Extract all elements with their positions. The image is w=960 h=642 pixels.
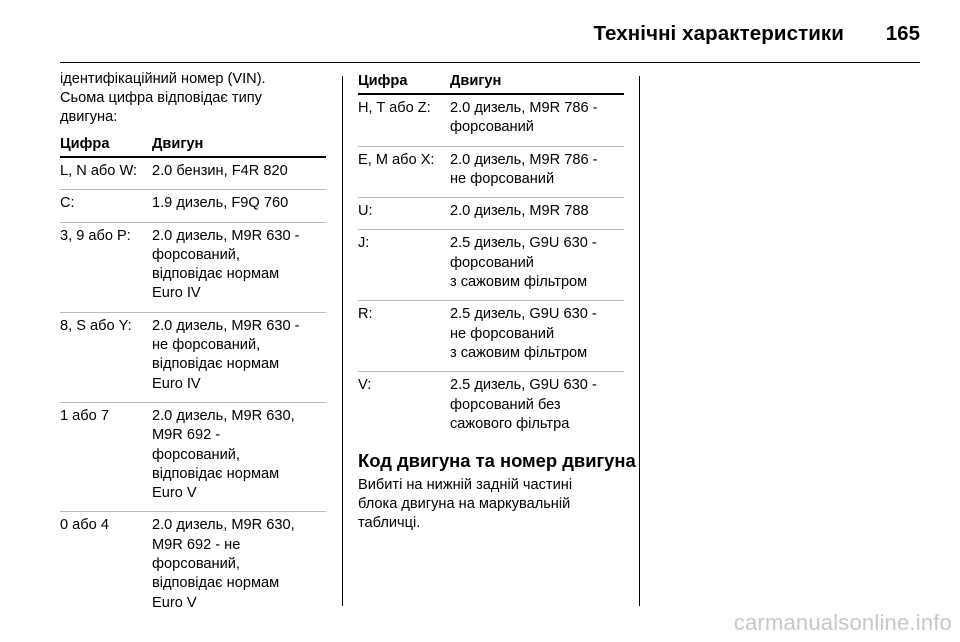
section-body-line: табличці. <box>358 515 421 532</box>
section-body <box>358 476 624 533</box>
row-engine-line: не форсований, <box>152 337 261 354</box>
row-engine-line: відповідає нормам <box>152 356 280 373</box>
table-row <box>358 198 624 230</box>
middle-column <box>358 70 636 533</box>
table-row <box>60 512 326 620</box>
row-engine-line: форсований, <box>152 556 240 573</box>
header-digit: Цифра <box>60 136 110 152</box>
header-engine: Двигун <box>450 73 502 89</box>
row-digit: E, M або X: <box>358 151 435 168</box>
row-engine <box>450 151 624 190</box>
row-digit: 8, S або Y: <box>60 317 132 334</box>
row-engine-line: 2.0 дизель, M9R 788 <box>450 203 589 220</box>
row-engine-line: відповідає нормам <box>152 465 280 482</box>
intro-line: ідентифікаційний номер (VIN). <box>60 71 266 87</box>
row-engine <box>450 305 624 363</box>
table-row <box>358 301 624 372</box>
row-engine-line: Euro V <box>152 485 197 502</box>
row-engine-line: 2.5 дизель, G9U 630 - <box>450 235 597 252</box>
row-digit: J: <box>358 235 370 252</box>
engine-code-table-left <box>60 133 326 621</box>
row-engine-line: форсований без <box>450 396 561 413</box>
row-engine-line: 2.0 дизель, M9R 786 - <box>450 100 598 116</box>
row-engine-line: M9R 692 - <box>152 427 221 444</box>
column-divider-right <box>639 76 640 606</box>
row-engine <box>450 202 624 221</box>
row-engine-line: M9R 692 - не <box>152 536 241 553</box>
row-digit: C: <box>60 195 75 212</box>
row-digit: R: <box>358 306 373 323</box>
row-engine-line: 2.0 дизель, M9R 630 - <box>152 227 300 244</box>
row-digit: L, N або W: <box>60 163 138 179</box>
table-body <box>60 158 326 621</box>
row-engine-line: 2.0 дизель, M9R 786 - <box>450 151 598 168</box>
row-engine-line: 2.0 дизель, M9R 630 - <box>152 317 300 334</box>
table-row <box>60 313 326 403</box>
table-row <box>358 230 624 301</box>
table-row <box>60 403 326 512</box>
row-engine <box>152 227 326 304</box>
row-engine <box>152 516 326 612</box>
row-engine-line: 2.0 бензин, F4R 820 <box>152 163 288 179</box>
row-digit: 3, 9 або P: <box>60 227 131 244</box>
row-engine <box>152 162 326 181</box>
row-digit: V: <box>358 377 372 394</box>
row-engine <box>450 99 624 138</box>
table-row <box>60 223 326 313</box>
engine-code-table-right <box>358 70 624 442</box>
row-engine-line: форсований, <box>152 246 240 263</box>
left-column <box>60 70 326 621</box>
row-engine-line: 2.0 дизель, M9R 630, <box>152 517 295 534</box>
row-digit: 0 або 4 <box>60 517 109 534</box>
row-engine <box>450 234 624 292</box>
table-header <box>358 70 624 95</box>
row-engine-line: відповідає нормам <box>152 575 280 592</box>
row-engine-line: 2.0 дизель, M9R 630, <box>152 407 295 424</box>
row-engine-line: форсований, <box>152 446 240 463</box>
row-engine <box>450 376 624 434</box>
column-divider-left <box>342 76 343 606</box>
row-digit: U: <box>358 203 373 220</box>
row-engine-line: Euro V <box>152 594 197 611</box>
row-engine <box>152 407 326 503</box>
row-engine-line: форсований <box>450 119 534 136</box>
row-engine-line: сажового фільтра <box>450 415 570 432</box>
row-engine-line: з сажовим фільтром <box>450 274 588 291</box>
row-digit: 1 або 7 <box>60 407 109 424</box>
row-digit: H, T або Z: <box>358 100 431 116</box>
table-row <box>358 147 624 199</box>
row-engine <box>152 194 326 213</box>
watermark: carmanualsonline.info <box>733 610 952 635</box>
row-engine <box>152 317 326 394</box>
table-row <box>358 95 624 147</box>
table-row <box>60 158 326 190</box>
header-digit: Цифра <box>358 73 408 89</box>
header-engine: Двигун <box>152 136 204 152</box>
section-heading: Код двигуна та номер двигуна <box>358 450 636 472</box>
table-body <box>358 95 624 442</box>
intro-line: Сьома цифра відповідає типу <box>60 90 262 106</box>
section-body-line: Вибиті на нижній задній частині <box>358 477 573 494</box>
row-engine-line: форсований <box>450 254 534 271</box>
row-engine-line: відповідає нормам <box>152 266 280 283</box>
row-engine-line: 2.5 дизель, G9U 630 - <box>450 306 597 323</box>
row-engine-line: не форсований <box>450 170 555 187</box>
section-body-line: блока двигуна на маркувальній <box>358 496 571 513</box>
table-row <box>358 372 624 442</box>
intro-line: двигуна: <box>60 109 118 125</box>
page-number: 165 <box>885 22 920 45</box>
intro-paragraph <box>60 70 326 127</box>
row-engine-line: 1.9 дизель, F9Q 760 <box>152 195 289 212</box>
row-engine-line: 2.5 дизель, G9U 630 - <box>450 377 597 394</box>
table-header <box>60 133 326 158</box>
row-engine-line: Euro IV <box>152 285 201 302</box>
page-header <box>60 10 920 63</box>
row-engine-line: не форсований <box>450 325 555 342</box>
row-engine-line: з сажовим фільтром <box>450 344 588 361</box>
page-title: Технічні характеристики <box>593 22 844 45</box>
row-engine-line: Euro IV <box>152 375 201 392</box>
table-row <box>60 190 326 222</box>
